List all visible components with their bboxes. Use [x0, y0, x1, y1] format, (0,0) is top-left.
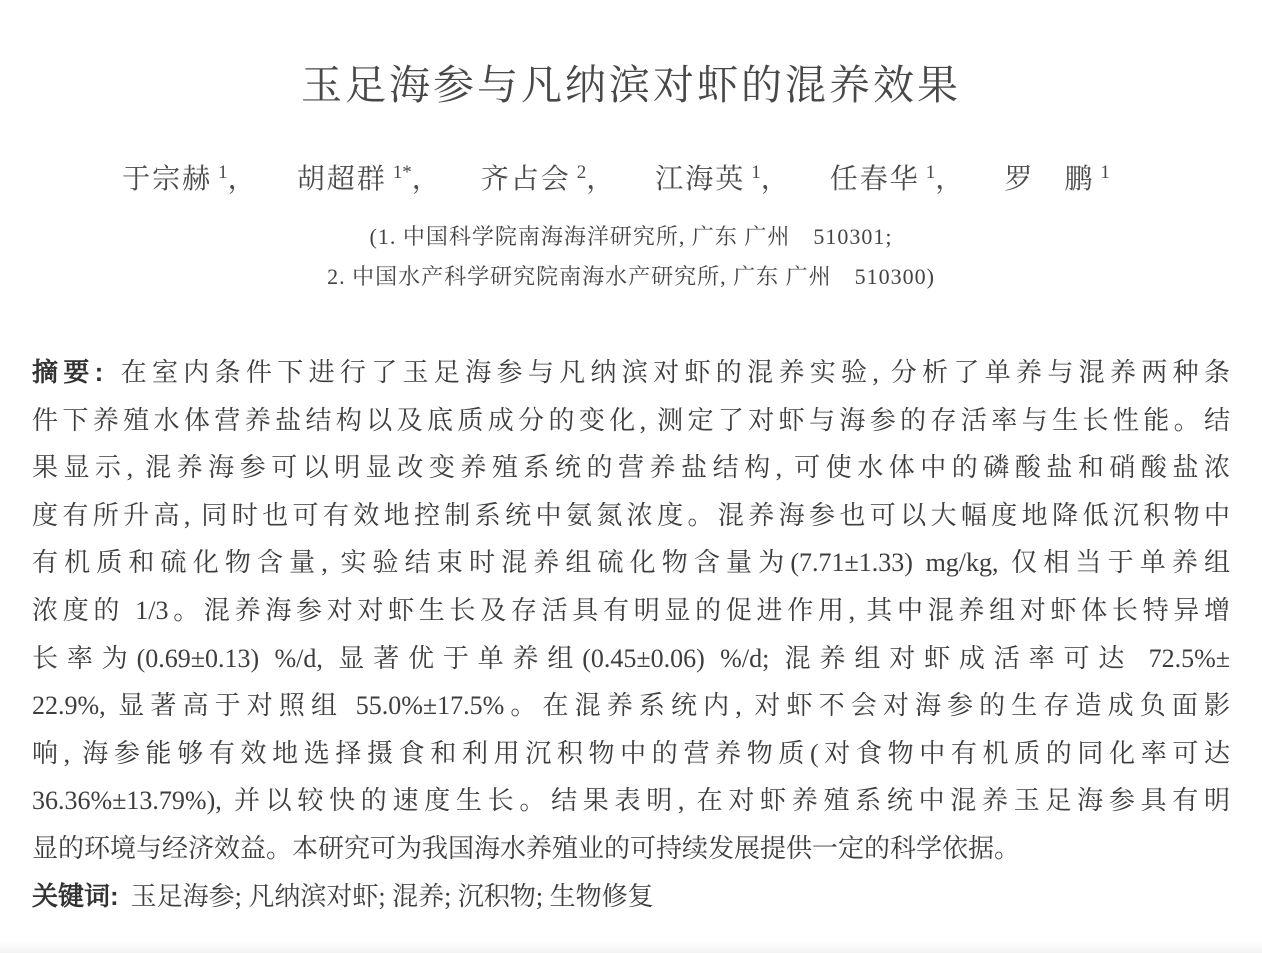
- keywords-label: 关键词:: [32, 880, 119, 911]
- author-separator: ，: [935, 164, 966, 195]
- affiliations: [0, 217, 1262, 297]
- abstract-line: 有机质和硫化物含量, 实验结束时混养组硫化物含量为(7.71±1.33) mg/kg, 仅相当于单养组: [32, 548, 1230, 578]
- author: [830, 157, 996, 197]
- author: [1004, 157, 1140, 197]
- abstract-line: 响, 海参能够有效地选择摄食和利用沉积物中的营养物质(对食物中有机质的同化率可达: [32, 738, 1230, 768]
- author: [655, 157, 821, 197]
- author-name: 胡超群: [296, 164, 387, 195]
- abstract-text: 在室内条件下进行了玉足海参与凡纳滨对虾的混养实验, 分析了单养与混养两种条: [115, 358, 1230, 387]
- author-name: 罗 鹏: [1004, 164, 1095, 195]
- author-name: 任春华: [829, 164, 920, 195]
- abstract-line: 22.9%, 显著高于对照组 55.0%±17.5%。在混养系统内, 对虾不会对海参的生存造成负面影: [32, 691, 1230, 721]
- abstract-line: 浓度的 1/3。混养海参对对虾生长及存活具有明显的促进作用, 其中混养组对虾体长特异增: [32, 595, 1230, 625]
- author: [122, 157, 288, 197]
- abstract-line: 果显示, 混养海参可以明显改变养殖系统的营养盐结构, 可使水体中的磷酸盐和硝酸盐浓: [32, 453, 1230, 483]
- author-name: 于宗赫: [122, 164, 213, 195]
- author-separator: ，: [227, 164, 258, 195]
- author-name: 江海英: [655, 164, 746, 195]
- author-superscript: 1: [751, 161, 761, 183]
- author-superscript: 1: [925, 161, 936, 183]
- author: [297, 157, 472, 197]
- affiliation-line-1: (1. 中国科学院南海海洋研究所, 广东 广州 510301;: [369, 224, 893, 249]
- abstract-line: 显的环境与经济效益。本研究可为我国海水养殖业的可持续发展提供一定的科学依据。: [32, 833, 1021, 863]
- abstract-paragraph: [32, 349, 1230, 873]
- author-line: [0, 157, 1262, 197]
- abstract-line: 36.36%±13.79%), 并以较快的速度生长。结果表明, 在对虾养殖系统中混养玉足海参具有明: [32, 786, 1230, 816]
- author-superscript: 2: [576, 161, 587, 183]
- keywords-text: 玉足海参; 凡纳滨对虾; 混养; 沉积物; 生物修复: [130, 881, 654, 911]
- author-superscript: 1: [1100, 161, 1110, 183]
- keywords-line: [32, 873, 1230, 921]
- author: [481, 157, 647, 197]
- abstract-line: 度有所升高, 同时也可有效地控制系统中氨氮浓度。混养海参也可以大幅度地降低沉积物中: [32, 500, 1230, 530]
- page-bottom-shade: [0, 941, 1262, 953]
- abstract-line: 长率为(0.69±0.13) %/d, 显著优于单养组(0.45±0.06) %/d; 混养组对虾成活率可达 72.5%±: [32, 643, 1230, 673]
- affiliation-line-2: 2. 中国水产科学研究院南海水产研究所, 广东 广州 510300): [327, 264, 935, 289]
- author-name: 齐占会: [480, 164, 571, 195]
- abstract-line: [32, 349, 1230, 397]
- author-superscript: 1: [218, 161, 228, 183]
- author-separator: ，: [760, 164, 791, 195]
- author-superscript: 1*: [392, 161, 412, 183]
- paper-title: 玉足海参与凡纳滨对虾的混养效果: [301, 62, 961, 108]
- abstract-line: 件下养殖水体营养盐结构以及底质成分的变化, 测定了对虾与海参的存活率与生长性能。结: [32, 405, 1230, 435]
- author-separator: ，: [586, 164, 617, 195]
- abstract-label: 摘要:: [32, 357, 104, 387]
- author-separator: ，: [411, 164, 442, 195]
